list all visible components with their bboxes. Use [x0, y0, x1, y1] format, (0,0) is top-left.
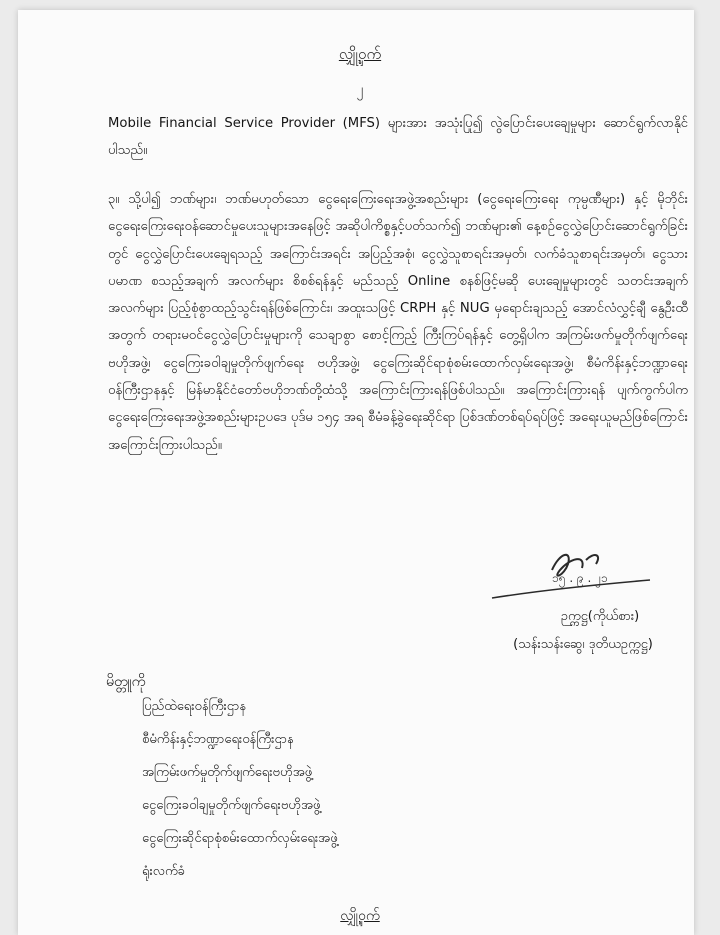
cc-list [142, 690, 338, 888]
paragraph-mfs: Mobile Financial Service Provider (MFS) များအား အသုံးပြု၍ လွဲပြောင်းပေးချေမှုများ ဆောင်ရွက်လာနိုင်ပါသည်။ [108, 116, 688, 159]
signature-date: ၁၅ . ၉ . ၂၁ [552, 571, 608, 585]
signer-name: ဉက္ကဋ္ဌ(ကိုယ်စား) [560, 609, 640, 624]
classification-header: လျှို့ဝှက် [338, 45, 382, 63]
cc-heading: မိတ္တူကို [106, 674, 146, 690]
cc-item: စီမံကိန်းနှင့်ဘဏ္ဍာရေးဝန်ကြီးဌာန [142, 732, 294, 747]
classification-footer: လျှို့ဝှက် [340, 908, 380, 924]
signer-title: (သန်းသန်းဆွေ၊ ဒုတိယဥက္ကဋ္ဌ) [513, 637, 653, 652]
page-number: ၂ [356, 82, 364, 98]
handwritten-signature [490, 540, 660, 602]
cc-item: ငွေကြေးခဝါချမှုတိုက်ဖျက်ရေးဗဟိုအဖွဲ့ [142, 798, 321, 813]
cc-item: ပြည်ထဲရေးဝန်ကြီးဌာန [142, 699, 247, 714]
cc-item: ရုံးလက်ခံ [142, 864, 185, 879]
paragraph-3: ၃။ သို့ပါ၍ ဘဏ်များ၊ ဘဏ်မဟုတ်သော ငွေရေးကြေးရေးအဖွဲ့အစည်းများ (ငွေရေးကြေးရေး ကုမ္ပဏီများ) နှင့် မိုဘိုင်းငွေရေးကြေးရေးဝန်ဆောင်မှုပေးသူများအနေဖြင့် အဆိုပါကိစ္စနှင့်ပတ်သက်၍ ဘဏ်များ၏ နေ့စဉ်ငွေလွှဲပြောင်းဆောင်ရွက်ခြင်းတွင် ငွေလွှဲပြောင်းပေးချေရသည့် အကြောင်းအရင်း အပြည့်အစုံ၊ ငွေလွှဲသူစာရင်းအမှတ်၊ လက်ခံသူစာရင်းအမှတ်၊ ငွေသားပမာဏ စသည့်အချက် အလက်များ စိစစ်ရန်နှင့် မည်သည့် Online စနစ်ဖြင့်မဆို ပေးချေမှုများတွင် သတင်းအချက် အလက်များ ပြည့်စုံစွာထည့်သွင်းရန်ဖြစ်ကြောင်း၊ အထူးသဖြင့် CRPH နှင့် NUG မှရောင်းချသည့် အောင်လံလွှင့်ချီ နွေဦးထီအတွက် တရားမဝင်ငွေလွှဲပြောင်းမှုများကို သေချာစွာ စောင့်ကြည့် ကြီးကြပ်ရန်နှင့် တွေ့ရှိပါက အကြမ်းဖက်မှုတိုက်ဖျက်ရေးဗဟိုအဖွဲ့၊ ငွေကြေးခဝါချမှုတိုက်ဖျက်ရေး ဗဟိုအဖွဲ့၊ ငွေကြေးဆိုင်ရာစုံစမ်းထောက်လှမ်းရေးအဖွဲ့၊ စီမံကိန်းနှင့်ဘဏ္ဍာရေးဝန်ကြီးဌာနနှင့် မြန်မာနိုင်ငံတော်ဗဟိုဘဏ်တို့ထံသို့ အကြောင်းကြားရန်ဖြစ်ပါသည်။ အကြောင်းကြားရန် ပျက်ကွက်ပါက ငွေရေးကြေးရေးအဖွဲ့အစည်းများဥပဒေ ပုဒ်မ ၁၅၄ အရ စီမံခန့်ခွဲရေးဆိုင်ရာ ပြစ်ဒဏ်တစ်ရပ်ရပ်ဖြင့် အရေးယူမည်ဖြစ်ကြောင်း အကြောင်းကြားပါသည်။ [108, 192, 688, 453]
cc-item: အကြမ်းဖက်မှုတိုက်ဖျက်ရေးဗဟိုအဖွဲ့ [142, 765, 313, 780]
cc-item: ငွေကြေးဆိုင်ရာစုံစမ်းထောက်လှမ်းရေးအဖွဲ့ [142, 831, 338, 846]
